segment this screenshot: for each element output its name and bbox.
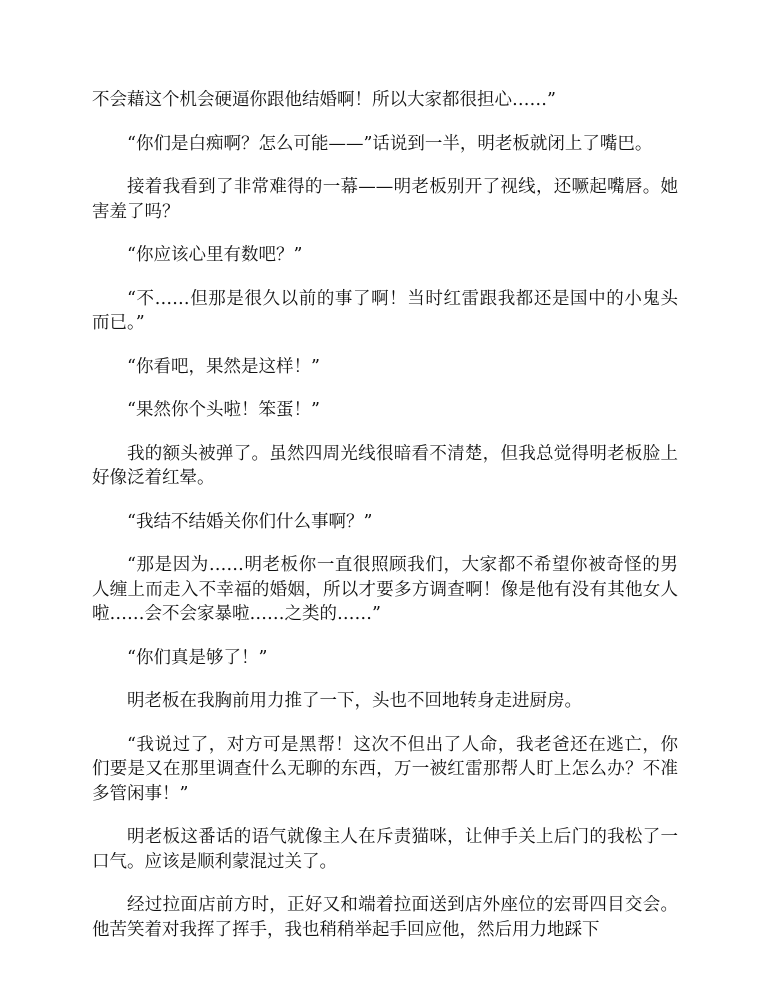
paragraph: “你们是白痴啊？怎么可能——”话说到一半，明老板就闭上了嘴巴。 bbox=[127, 133, 653, 154]
paragraph: 接着我看到了非常难得的一幕——明老板别开了视线，还噘起嘴唇。她害羞了吗？ bbox=[92, 177, 678, 222]
paragraph: 经过拉面店前方时，正好又和端着拉面送到店外座位的宏哥四目交会。他苦笑着对我挥了挥手，我也稍稍举起手回应他，然后用力地踩下 bbox=[92, 895, 678, 940]
paragraph: 明老板这番话的语气就像主人在斥责猫咪，让伸手关上后门的我松了一口气。应该是顺利蒙混过关了。 bbox=[92, 827, 678, 872]
paragraph: “那是因为……明老板你一直很照顾我们，大家都不希望你被奇怪的男人缠上而走入不幸福的婚姻，所以才要多方调查啊！像是他有没有其他女人啦……会不会家暴啦……之类的……” bbox=[92, 555, 678, 624]
paragraph: “你看吧，果然是这样！” bbox=[127, 356, 320, 377]
paragraph: “我说过了，对方可是黑帮！这次不但出了人命，我老爸还在逃亡，你们要是又在那里调查什么无聊的东西，万一被红雷那帮人盯上怎么办？不准多管闲事！” bbox=[92, 734, 678, 804]
paragraph: “果然你个头啦！笨蛋！” bbox=[127, 400, 320, 420]
paragraph: “不……但那是很久以前的事了啊！当时红雷跟我都还是国中的小鬼头而已。” bbox=[92, 288, 678, 333]
paragraph: 我的额头被弹了。虽然四周光线很暗看不清楚，但我总觉得明老板脸上好像泛着红晕。 bbox=[92, 443, 678, 488]
paragraph: “你应该心里有数吧？” bbox=[127, 245, 303, 265]
paragraph: 明老板在我胸前用力推了一下，头也不回地转身走进厨房。 bbox=[127, 691, 582, 711]
body-text bbox=[92, 88, 678, 961]
paragraph: “我结不结婚关你们什么事啊？” bbox=[127, 511, 373, 532]
paragraph: “你们真是够了！” bbox=[127, 647, 268, 668]
paragraph: 不会藉这个机会硬逼你跟他结婚啊！所以大家都很担心……” bbox=[92, 90, 556, 110]
